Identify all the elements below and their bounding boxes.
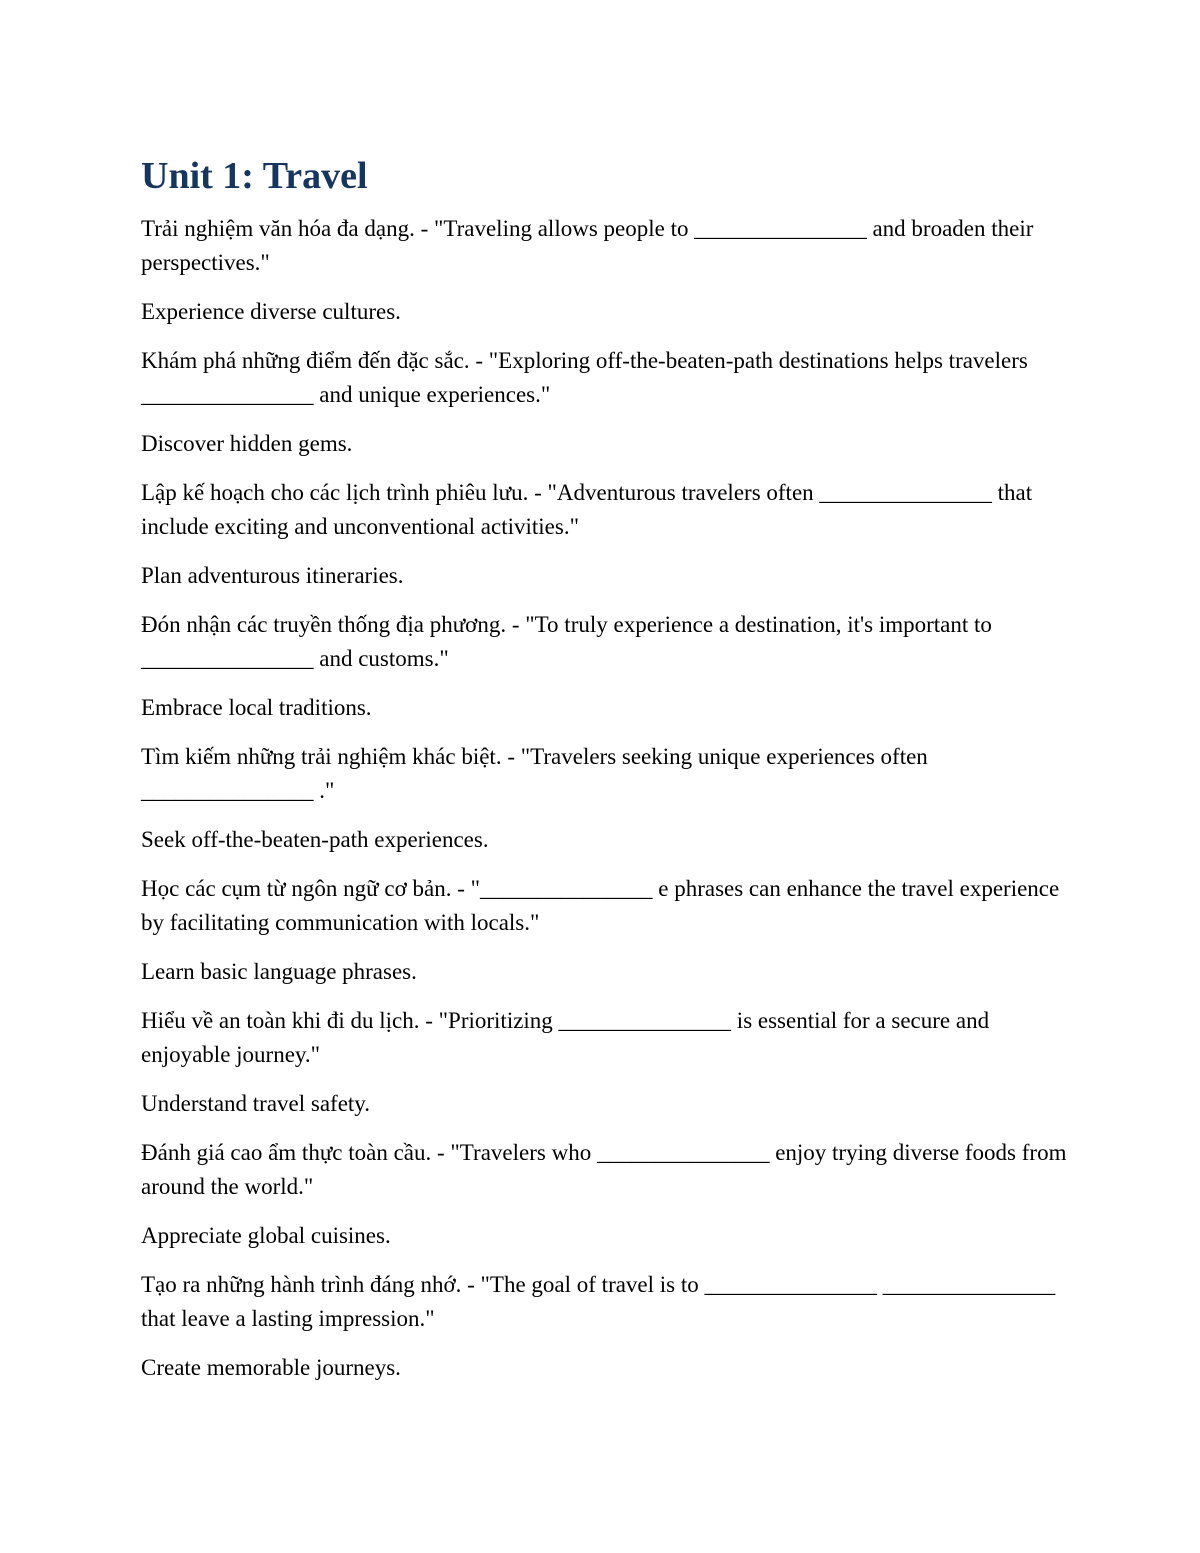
- exercise-answer: Discover hidden gems.: [141, 431, 353, 456]
- exercise-prompt: Đón nhận các truyền thống địa phương. - "To truly experience a destination, it's important to _______________ and customs.": [141, 612, 992, 671]
- exercise-prompt: Đánh giá cao ẩm thực toàn cầu. - "Travelers who _______________ enjoy trying diverse foods from around the world.": [141, 1140, 1067, 1199]
- exercise-answer: Seek off-the-beaten-path experiences.: [141, 827, 489, 852]
- exercise-answer: Create memorable journeys.: [141, 1355, 401, 1380]
- exercise-answer: Appreciate global cuisines.: [141, 1223, 391, 1248]
- document-body: [141, 150, 1071, 1400]
- exercise-prompt: Trải nghiệm văn hóa đa dạng. - "Traveling allows people to _______________ and broaden their perspectives.": [141, 216, 1034, 275]
- exercise-answer: Embrace local traditions.: [141, 695, 372, 720]
- exercise-prompt: Khám phá những điểm đến đặc sắc. - "Exploring off-the-beaten-path destinations helps travelers _______________ and unique experiences.": [141, 348, 1028, 407]
- exercise-answer: Understand travel safety.: [141, 1091, 371, 1116]
- exercise-answer: Learn basic language phrases.: [141, 959, 417, 984]
- exercise-prompt: Học các cụm từ ngôn ngữ cơ bản. - "_______________ e phrases can enhance the travel experience by facilitating communication with locals.": [141, 876, 1060, 935]
- exercise-answer: Experience diverse cultures.: [141, 299, 401, 324]
- exercise-prompt: Lập kế hoạch cho các lịch trình phiêu lưu. - "Adventurous travelers often _______________ that include exciting and unconventional activities.": [141, 480, 1033, 539]
- exercise-prompt: Hiểu về an toàn khi đi du lịch. - "Prioritizing _______________ is essential for a secure and enjoyable journey.": [141, 1008, 990, 1067]
- page-title: Unit 1: Travel: [141, 155, 368, 197]
- exercise-prompt: Tạo ra những hành trình đáng nhớ. - "The goal of travel is to _______________ _______________ that leave a lasting impression.": [141, 1272, 1056, 1331]
- exercise-answer: Plan adventurous itineraries.: [141, 563, 404, 588]
- exercise-prompt: Tìm kiếm những trải nghiệm khác biệt. - "Travelers seeking unique experiences often _______________ .": [141, 744, 928, 803]
